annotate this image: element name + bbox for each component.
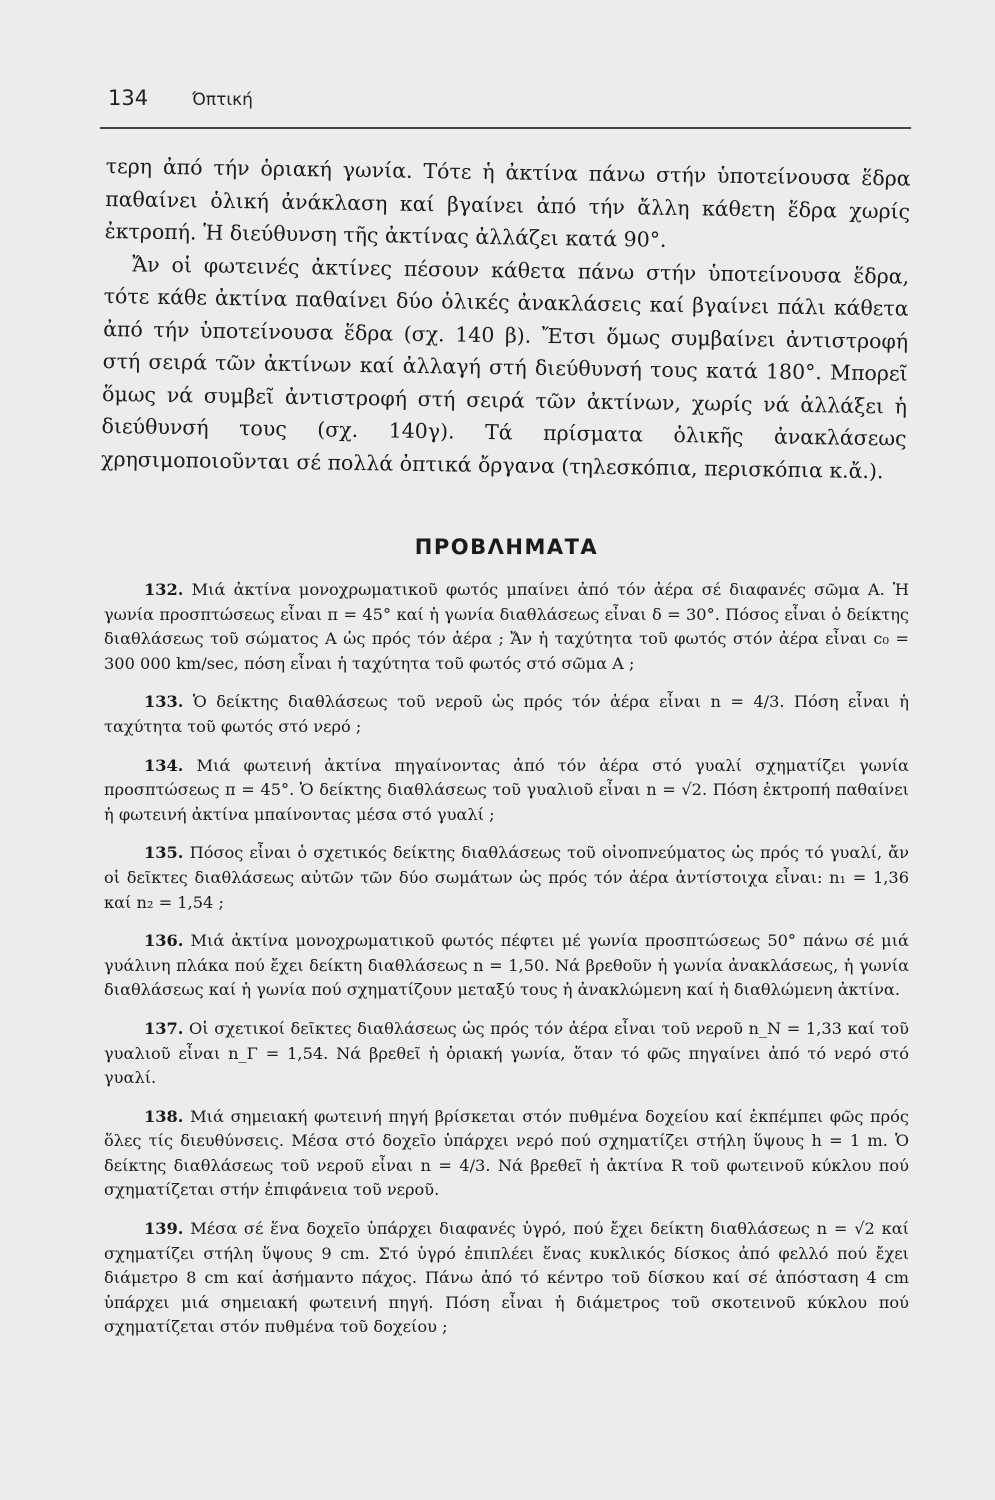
problem-132 [104,578,909,676]
problem-text: Μιά ἀκτίνα μονοχρωματικοῦ φωτός μπαίνει ἀπό τόν ἀέρα σέ διαφανές σῶμα Α. Ἡ γωνία προσπτώσεως εἶναι π = 45° καί ἡ γωνία διαθλάσεως εἶναι δ = 30°. Πόσος εἶναι ὁ δείκτης διαθλάσεως τοῦ σώματος Α ὡς πρός τόν ἀέρα ; Ἄν ἡ ταχύτητα τοῦ φωτός στόν ἀέρα εἶναι c₀ = 300 000 km/sec, πόση εἶναι ἡ ταχύτητα τοῦ φωτός στό σῶμα Α ; [104,580,909,673]
running-title: Όπτική [192,90,253,110]
problem-text: Πόσος εἶναι ὁ σχετικός δείκτης διαθλάσεως τοῦ οἰνοπνεύματος ὡς πρός τό γυαλί, ἄν οἱ δεῖκτες διαθλάσεως αὐτῶν τῶν δύο σωμάτων ὡς πρός τόν ἀέρα ἀντίστοιχα εἶναι: n₁ = 1,36 καί n₂ = 1,54 ; [104,843,909,912]
page-header [108,86,909,116]
page-number: 134 [108,86,149,110]
intro-text [101,150,911,488]
intro-paragraph-2: Ἄν οἱ φωτεινές ἀκτίνες πέσουν κάθετα πάνω στήν ὑποτείνουσα ἕδρα, τότε κάθε ἀκτίνα παθαίνει δύο ὁλικές ἀνακλάσεις καί βγαίνει πάλι κάθετα ἀπό τήν ὑποτείνουσα ἕδρα (σχ. 140 β). Ἔτσι ὅμως συμβαίνει ἀντιστροφή στή σειρά τῶν ἀκτίνων καί ἀλλαγή στή διεύθυνσή τους κατά 180°. Μπορεῖ ὅμως νά συμβεῖ ἀντιστροφή στή σειρά τῶν ἀκτίνων, χωρίς νά ἀλλάξει ἡ διεύθυνσή τους (σχ. 140γ). Τά πρίσματα ὁλικῆς ἀνακλάσεως χρησιμοποιοῦνται σέ πολλά ὀπτικά ὄργανα (τηλεσκόπια, περισκόπια κ.ἄ.). [100,251,910,483]
problem-134 [104,754,909,828]
problem-text: Ὁ δείκτης διαθλάσεως τοῦ νεροῦ ὡς πρός τόν ἀέρα εἶναι n = 4/3. Πόση εἶναι ἡ ταχύτητα τοῦ φωτός στό νερό ; [104,692,909,736]
problem-text: Μέσα σέ ἕνα δοχεῖο ὑπάρχει διαφανές ὑγρό, πού ἔχει δείκτη διαθλάσεως n = √2 καί σχηματίζει στήλη ὕψους 9 cm. Στό ὑγρό ἐπιπλέει ἕνας κυκλικός δίσκος ἀπό φελλό πού ἔχει διάμετρο 8 cm καί ἀσήμαντο πάχος. Πάνω ἀπό τό κέντρο τοῦ δίσκου καί σέ ἀπόσταση 4 cm ὑπάρχει μιά σημειακή φωτεινή πηγή. Πόση εἶναι ἡ διάμετρος τοῦ σκοτεινοῦ κύκλου πού σχηματίζεται στόν πυθμένα τοῦ δοχείου ; [104,1219,909,1337]
problem-text: Μιά φωτεινή ἀκτίνα πηγαίνοντας ἀπό τόν ἀέρα στό γυαλί σχηματίζει γωνία προσπτώσεως π = 45°. Ὁ δείκτης διαθλάσεως τοῦ γυαλιοῦ εἶναι n = √2. Πόση ἐκτροπή παθαίνει ἡ φωτεινή ἀκτίνα μπαίνοντας μέσα στό γυαλί ; [104,755,909,824]
problem-number: 136. [144,931,184,951]
problem-text: Μιά ἀκτίνα μονοχρωματικοῦ φωτός πέφτει μέ γωνία προσπτώσεως 50° πάνω σέ μιά γυάλινη πλάκα πού ἔχει δείκτη διαθλάσεως n = 1,50. Νά βρεθοῦν ἡ γωνία ἀνακλάσεως, ἡ γωνία διαθλάσεως καί ἡ γωνία πού σχηματίζουν μεταξύ τους ἡ ἀνακλώμενη καί ἡ διαθλώμενη ἀκτίνα. [104,931,909,1000]
problem-number: 135. [144,843,184,863]
intro-paragraph-1: τερη ἀπό τήν ὁριακή γωνία. Τότε ἡ ἀκτίνα πάνω στήν ὑποτείνουσα ἕδρα παθαίνει ὁλική ἀνάκλαση καί βγαίνει ἀπό τήν ἄλλη κάθετη ἕδρα χωρίς ἐκτροπή. Ἡ διεύθυνση τῆς ἀκτίνας ἀλλάζει κατά 90°. [104,153,911,252]
problem-number: 133. [144,692,184,712]
problem-133 [104,690,909,739]
problem-139 [104,1217,909,1340]
header-rule [100,127,911,129]
problems-list [104,578,909,1354]
problem-number: 134. [144,755,184,775]
section-title: ΠΡΟΒΛΗΜΑΤΑ [414,535,599,559]
problem-number: 138. [144,1106,184,1126]
problem-137 [104,1017,909,1091]
problem-135 [104,841,909,915]
problem-number: 132. [144,580,184,599]
problem-number: 139. [144,1219,184,1239]
problem-136 [104,929,909,1003]
problem-text: Μιά σημειακή φωτεινή πηγή βρίσκεται στόν πυθμένα δοχείου καί ἐκπέμπει φῶς πρός ὅλες τίς διευθύνσεις. Μέσα στό δοχεῖο ὑπάρχει νερό πού σχηματίζει στήλη ὕψους h = 1 m. Ὁ δείκτης διαθλάσεως τοῦ νεροῦ εἶναι n = 4/3. Νά βρεθεῖ ἡ ἀκτίνα R τοῦ φωτεινοῦ κύκλου πού σχηματίζεται στήν ἐπιφάνεια τοῦ νεροῦ. [104,1106,909,1200]
problem-138 [104,1105,909,1203]
problem-text: Οἱ σχετικοί δεῖκτες διαθλάσεως ὡς πρός τόν ἀέρα εἶναι τοῦ νεροῦ n_N = 1,33 καί τοῦ γυαλιοῦ εἶναι n_Γ = 1,54. Νά βρεθεῖ ἡ ὁριακή γωνία, ὅταν τό φῶς πηγαίνει ἀπό τό νερό στό γυαλί. [104,1018,909,1088]
problem-number: 137. [144,1018,184,1038]
